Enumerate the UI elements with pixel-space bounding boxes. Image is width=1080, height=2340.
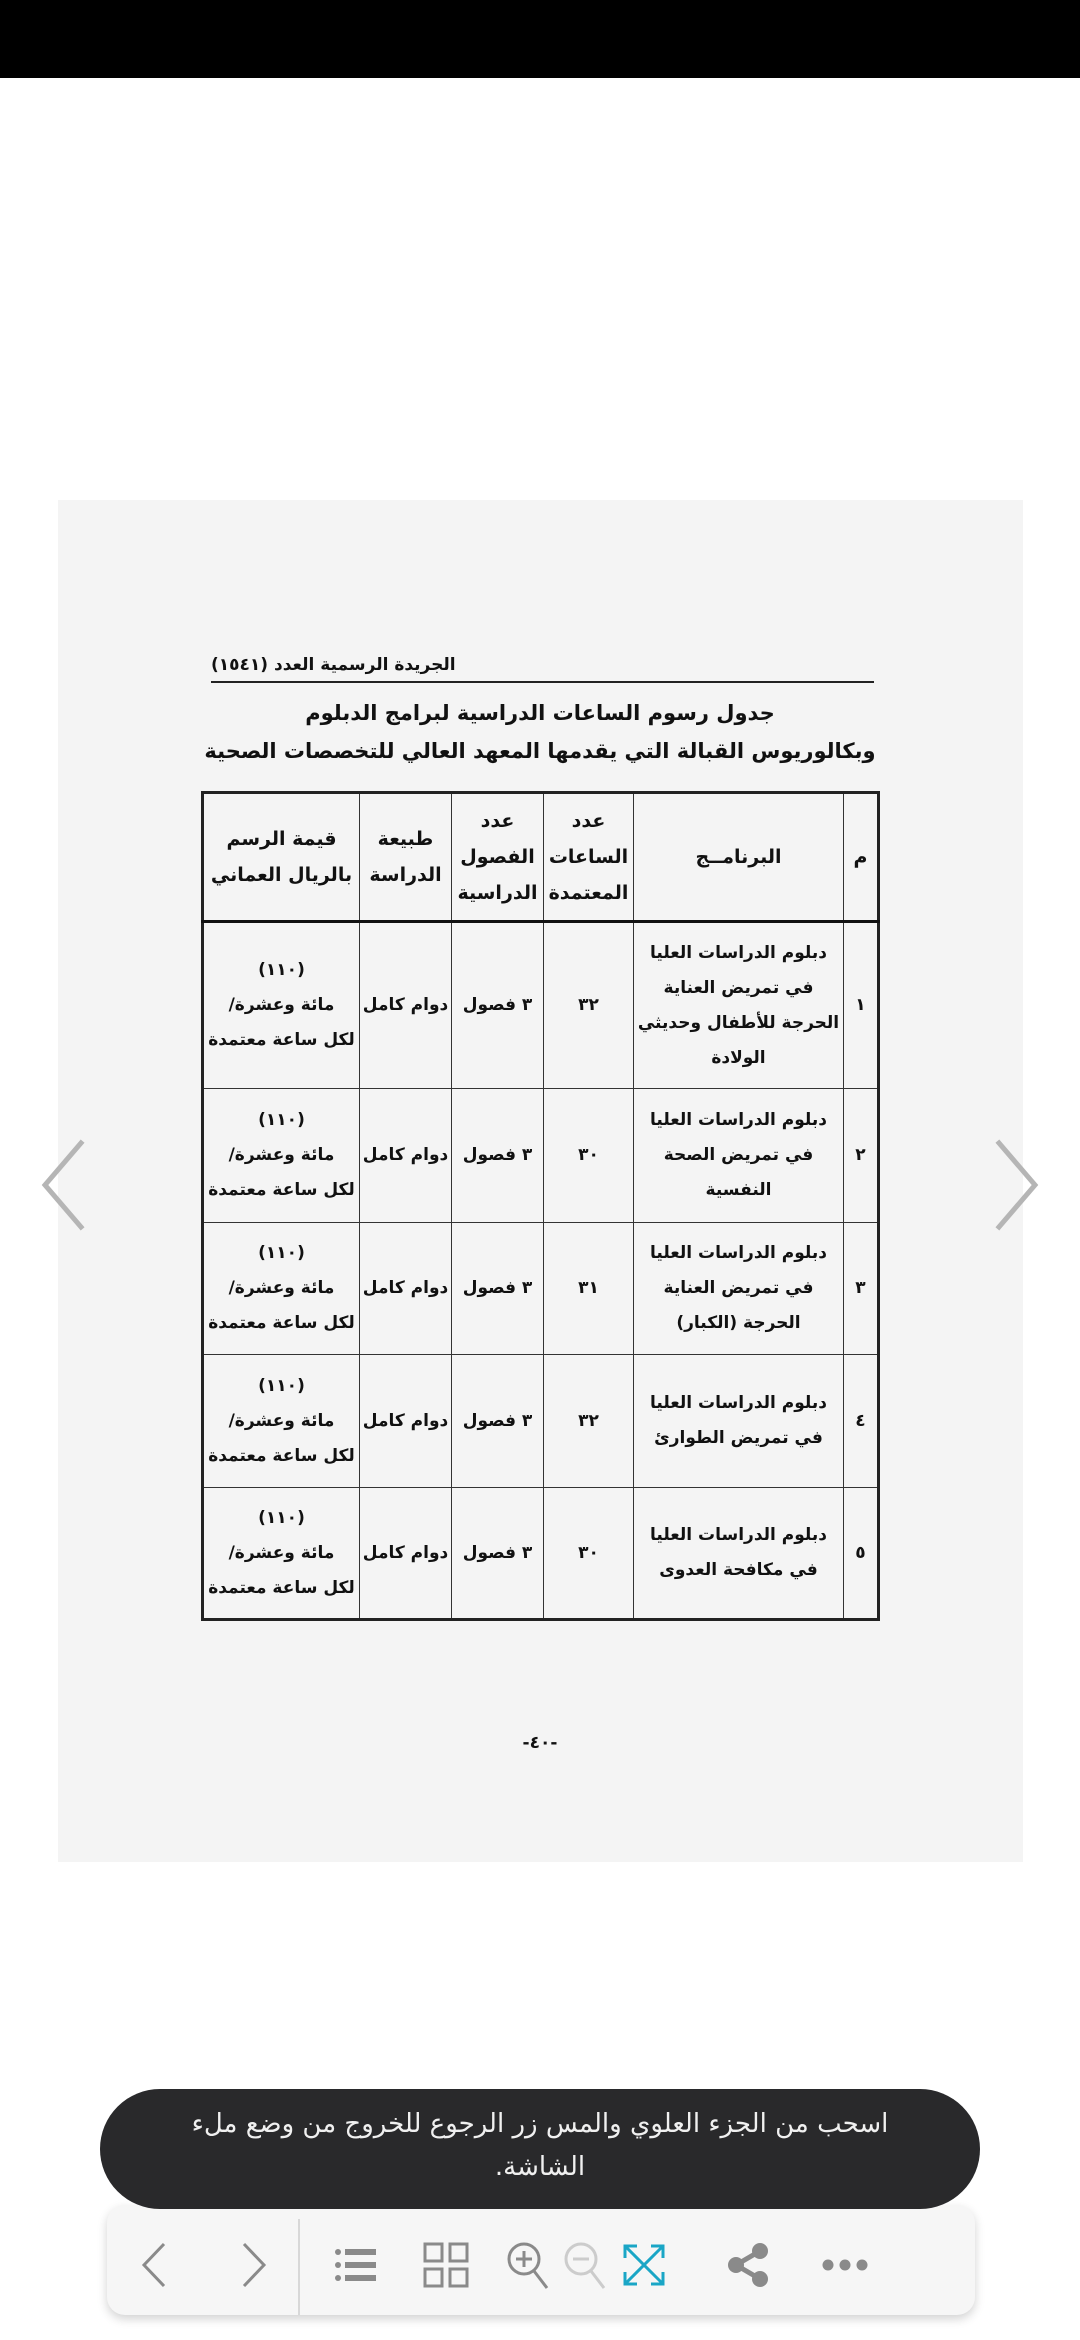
grid-icon bbox=[423, 2242, 469, 2288]
chevron-right-icon bbox=[234, 2240, 270, 2290]
fee-amount: (١١٠) bbox=[258, 960, 305, 980]
cell-study-mode: دوام كامل bbox=[360, 1355, 452, 1488]
cell-study-mode: دوام كامل bbox=[360, 1488, 452, 1620]
cell-credit-hours: ٣٠ bbox=[544, 1488, 634, 1620]
chevron-left-icon bbox=[138, 2240, 174, 2290]
cell-index: ٤ bbox=[844, 1355, 879, 1488]
title-line-1: جدول رسوم الساعات الدراسية لبرامج الدبلوم bbox=[305, 701, 775, 725]
table-row bbox=[203, 1355, 879, 1488]
zoom-in-button[interactable] bbox=[500, 2235, 560, 2295]
fee-words: مائة وعشرة/ bbox=[228, 1410, 335, 1431]
cell-index: ٥ bbox=[844, 1488, 879, 1620]
fee-unit: لكل ساعة معتمدة bbox=[208, 1030, 355, 1050]
zoom-in-icon bbox=[505, 2240, 555, 2290]
cell-credit-hours: ٣٢ bbox=[544, 1355, 634, 1488]
bottom-toolbar bbox=[107, 2205, 975, 2315]
header-semesters: عدد الفصول الدراسية bbox=[452, 793, 544, 922]
next-page-button[interactable] bbox=[985, 1135, 1045, 1235]
fee-unit: لكل ساعة معتمدة bbox=[208, 1445, 355, 1466]
page-number: -٤٠- bbox=[522, 1733, 558, 1753]
cell-index: ٢ bbox=[844, 1089, 879, 1223]
cell-study-mode: دوام كامل bbox=[360, 1089, 452, 1223]
status-bar bbox=[0, 0, 1080, 78]
document-title bbox=[200, 694, 880, 770]
share-button[interactable] bbox=[719, 2235, 779, 2295]
fee-amount: (١١٠) bbox=[258, 1243, 305, 1263]
fee-unit: لكل ساعة معتمدة bbox=[208, 1313, 355, 1333]
table-header-row bbox=[203, 793, 879, 922]
toolbar-previous-button[interactable] bbox=[126, 2235, 186, 2295]
cell-semesters: ٣ فصول bbox=[452, 1488, 544, 1620]
cell-semesters: ٣ فصول bbox=[452, 1223, 544, 1355]
cell-credit-hours: ٣٢ bbox=[544, 922, 634, 1089]
share-icon bbox=[726, 2242, 772, 2288]
table-row bbox=[203, 922, 879, 1089]
chevron-left-icon bbox=[35, 1135, 95, 1235]
more-options-button[interactable] bbox=[815, 2235, 875, 2295]
cell-fee bbox=[203, 1223, 360, 1355]
fees-table bbox=[201, 791, 880, 1621]
cell-index: ٣ bbox=[844, 1223, 879, 1355]
thumbnails-button[interactable] bbox=[416, 2235, 476, 2295]
cell-fee bbox=[203, 1488, 360, 1620]
fee-amount: (١١٠) bbox=[258, 1375, 305, 1396]
fee-words: مائة وعشرة/ bbox=[228, 995, 335, 1015]
zoom-out-button[interactable] bbox=[557, 2235, 617, 2295]
cell-credit-hours: ٣١ bbox=[544, 1223, 634, 1355]
fee-words: مائة وعشرة/ bbox=[228, 1145, 335, 1165]
fee-amount: (١١٠) bbox=[258, 1110, 305, 1130]
cell-index: ١ bbox=[844, 922, 879, 1089]
toolbar-next-button[interactable] bbox=[222, 2235, 282, 2295]
list-icon bbox=[334, 2245, 378, 2285]
cell-fee bbox=[203, 1089, 360, 1223]
cell-program: دبلوم الدراسات العليا في مكافحة العدوى bbox=[634, 1488, 844, 1620]
cell-semesters: ٣ فصول bbox=[452, 922, 544, 1089]
cell-fee bbox=[203, 1355, 360, 1488]
fee-unit: لكل ساعة معتمدة bbox=[208, 1180, 355, 1200]
cell-program: دبلوم الدراسات العليا في تمريض العناية الحرجة للأطفال وحديثي الولادة bbox=[634, 922, 844, 1089]
cell-program: دبلوم الدراسات العليا في تمريض الصحة النفسية bbox=[634, 1089, 844, 1223]
table-row bbox=[203, 1089, 879, 1223]
table-row bbox=[203, 1223, 879, 1355]
header-credit-hours: عدد الساعات المعتمدة bbox=[544, 793, 634, 922]
fee-words: مائة وعشرة/ bbox=[228, 1278, 335, 1298]
header-program: البرنامــج bbox=[634, 793, 844, 922]
fee-unit: لكل ساعة معتمدة bbox=[208, 1577, 355, 1598]
zoom-out-icon bbox=[562, 2240, 612, 2290]
cell-fee bbox=[203, 922, 360, 1089]
previous-page-button[interactable] bbox=[35, 1135, 95, 1235]
chevron-right-icon bbox=[985, 1135, 1045, 1235]
fullscreen-hint-toast: اسحب من الجزء العلوي والمس زر الرجوع للخروج من وضع ملء الشاشة. bbox=[100, 2089, 980, 2209]
fee-words: مائة وعشرة/ bbox=[228, 1542, 335, 1563]
cell-study-mode: دوام كامل bbox=[360, 1223, 452, 1355]
running-header bbox=[211, 653, 874, 683]
cell-semesters: ٣ فصول bbox=[452, 1089, 544, 1223]
table-row bbox=[203, 1488, 879, 1620]
header-fee: قيمة الرسم بالريال العماني bbox=[203, 793, 360, 922]
header-study-mode: طبيعة الدراسة bbox=[360, 793, 452, 922]
fullscreen-button[interactable] bbox=[614, 2235, 674, 2295]
cell-credit-hours: ٣٠ bbox=[544, 1089, 634, 1223]
fee-amount: (١١٠) bbox=[258, 1507, 305, 1528]
header-index: م bbox=[844, 793, 879, 922]
running-header-text: الجريدة الرسمية العدد (١٥٤١) bbox=[211, 655, 456, 675]
fullscreen-icon bbox=[621, 2242, 667, 2288]
title-line-2: وبكالوريوس القبالة التي يقدمها المعهد العالي للتخصصات الصحية bbox=[204, 739, 876, 763]
toolbar-divider bbox=[298, 2219, 300, 2315]
cell-program: دبلوم الدراسات العليا في تمريض العناية الحرجة (الكبار) bbox=[634, 1223, 844, 1355]
cell-semesters: ٣ فصول bbox=[452, 1355, 544, 1488]
cell-program: دبلوم الدراسات العليا في تمريض الطوارئ bbox=[634, 1355, 844, 1488]
cell-study-mode: دوام كامل bbox=[360, 922, 452, 1089]
outline-button[interactable] bbox=[326, 2235, 386, 2295]
more-icon bbox=[821, 2257, 869, 2273]
